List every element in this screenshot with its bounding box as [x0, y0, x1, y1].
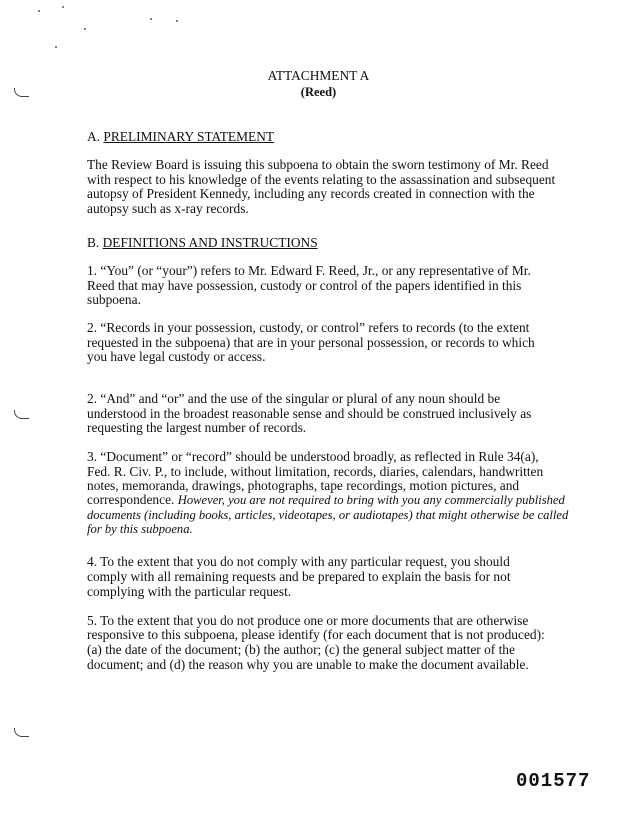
text-line: The Review Board is issuing this subpoena to obtain the sworn testimony of Mr. Reed [87, 157, 549, 172]
text-line: 5. To the extent that you do not produce one or more documents that are otherwise [87, 613, 529, 628]
section-label: B. [87, 235, 100, 250]
text-line: 1. “You” (or “your”) refers to Mr. Edward F. Reed, Jr., or any representative of Mr. [87, 263, 531, 278]
text-line: complying with the particular request. [87, 584, 292, 599]
text-line: 3. “Document” or “record” should be understood broadly, as reflected in Rule 34(a), [87, 449, 539, 464]
text-line: Reed that may have possession, custody or control of the papers identified in this [87, 278, 522, 293]
section-label: A. [87, 129, 101, 144]
text-line: document; and (d) the reason why you are unable to make the document available. [87, 657, 529, 672]
text-segment: correspondence. [87, 492, 178, 507]
text-line: Fed. R. Civ. P., to include, without limitation, records, diaries, calendars, handwritten [87, 464, 544, 479]
text-line: 4. To the extent that you do not comply with any particular request, you should [87, 554, 510, 569]
text-line: requested in the subpoena) that are in your personal possession, or records to which [87, 335, 535, 350]
section-title: PRELIMINARY STATEMENT [103, 129, 275, 144]
section-b-heading [87, 236, 318, 251]
text-line: with respect to his knowledge of the events relating to the assassination and subsequent [87, 172, 556, 187]
text-line: subpoena. [87, 292, 141, 307]
text-line: requesting the largest number of records. [87, 420, 307, 435]
document-subtitle: (Reed) [300, 85, 337, 99]
speck [84, 28, 86, 30]
text-line: autopsy such as x-ray records. [87, 201, 249, 216]
hole-punch-mark [14, 728, 29, 737]
section-title: DEFINITIONS AND INSTRUCTIONS [102, 235, 318, 250]
italic-text: for by this subpoena. [87, 522, 193, 536]
text-line: you have legal custody or access. [87, 349, 266, 364]
text-line: responsive to this subpoena, please identify (for each document that is not produced): [87, 627, 545, 642]
text-line [87, 493, 565, 508]
text-line: notes, memoranda, drawings, photographs, tape recordings, motion pictures, and [87, 478, 520, 493]
text-line: 2. “Records in your possession, custody, or control” refers to records (to the extent [87, 320, 530, 335]
speck [38, 10, 40, 12]
speck [62, 6, 64, 8]
document-title: ATTACHMENT A [267, 68, 370, 83]
text-line: understood in the broadest reasonable sense and should be construed inclusively as [87, 406, 532, 421]
italic-text: However, you are not required to bring with you any commercially published [177, 493, 565, 507]
text-line: 2. “And” and “or” and the use of the singular or plural of any noun should be [87, 391, 501, 406]
text-line: autopsy of President Kennedy, including any records created in connection with the [87, 186, 535, 201]
speck [150, 18, 152, 20]
hole-punch-mark [14, 410, 29, 419]
italic-text: documents (including books, articles, videotapes, or audiotapes) that might otherwise be called [87, 508, 569, 522]
speck [55, 46, 57, 48]
text-line: (a) the date of the document; (b) the author; (c) the general subject matter of the [87, 642, 515, 657]
page-number-stamp: 001577 [516, 770, 591, 792]
section-a-heading [87, 130, 274, 145]
text-line: comply with all remaining requests and be prepared to explain the basis for not [87, 569, 511, 584]
speck [176, 20, 178, 22]
